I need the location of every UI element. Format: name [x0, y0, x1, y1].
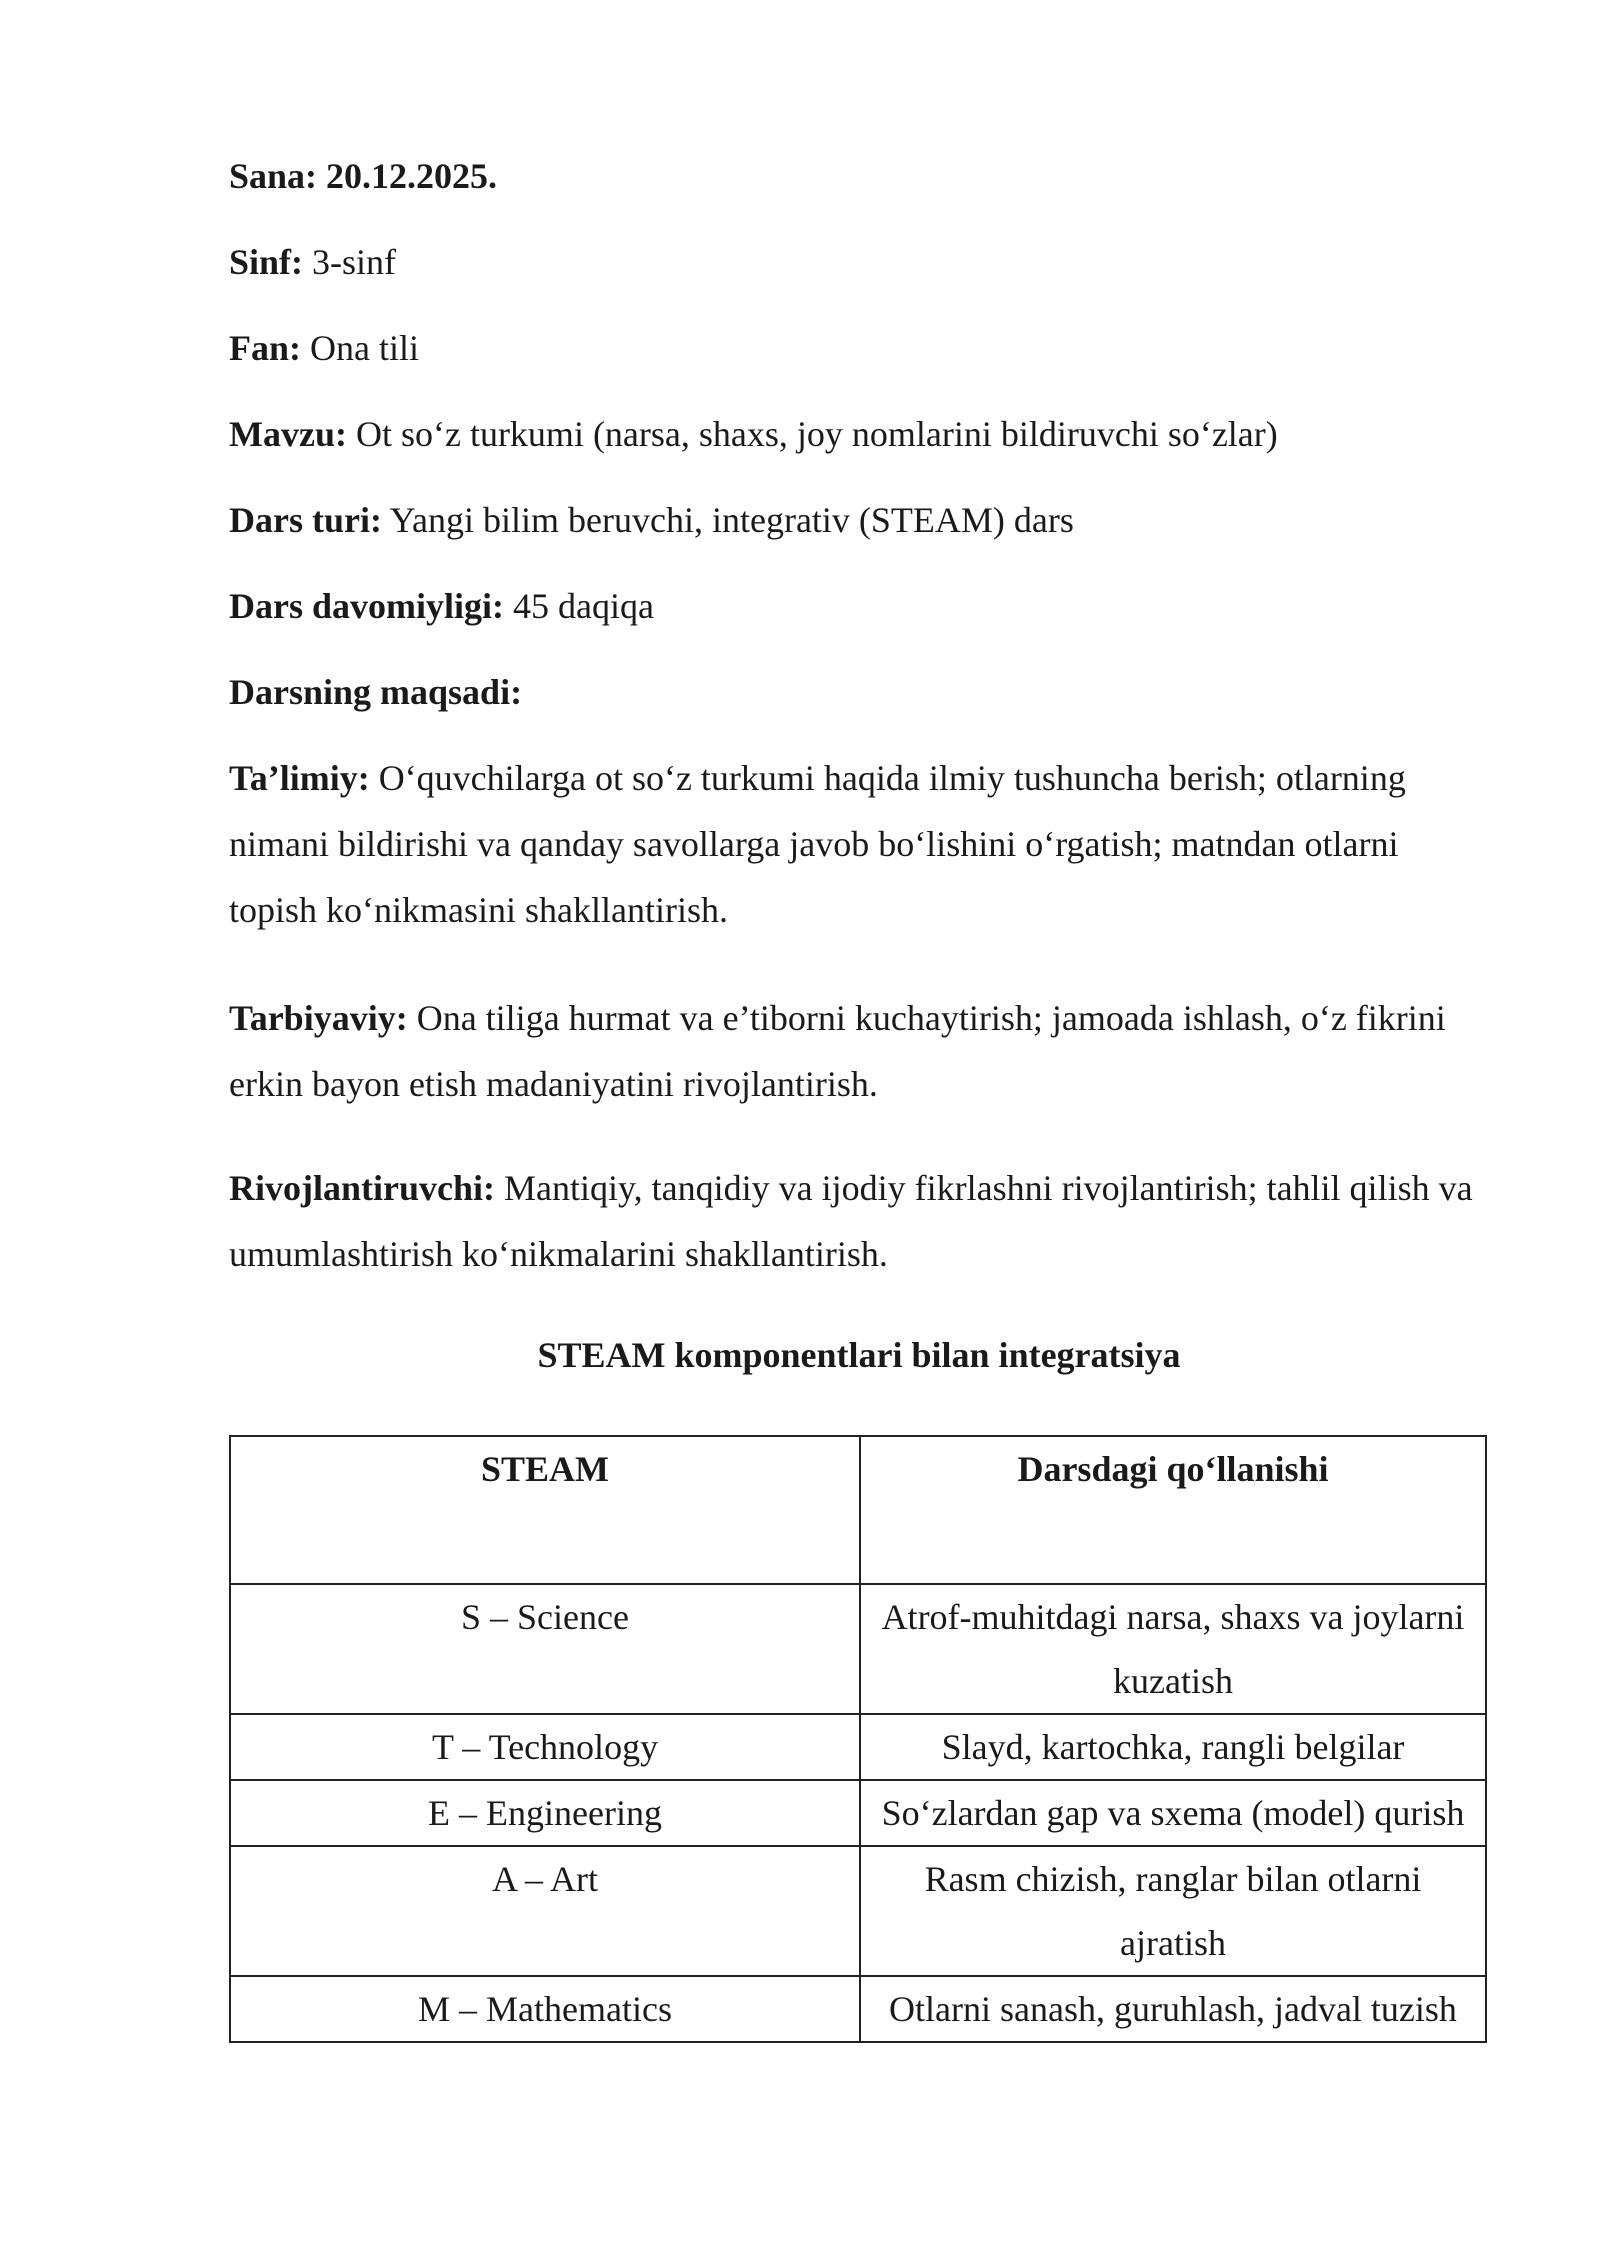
upbringing-goal-text: Ona tiliga hurmat va e’tiborni kuchaytirish; jamoada ishlash, o‘z fikrini erkin bayon etish madaniyatini rivojlantirish.: [229, 998, 1446, 1104]
upbringing-goal-label: Tarbiyaviy:: [229, 998, 408, 1038]
goals-label: Darsning maqsadi:: [229, 672, 523, 712]
component-cell: M – Mathematics: [230, 1976, 860, 2042]
topic-label: Mavzu:: [229, 414, 347, 454]
usage-cell: Otlarni sanash, guruhlash, jadval tuzish: [860, 1976, 1486, 2042]
component-cell: E – Engineering: [230, 1780, 860, 1846]
lesson-type-value: Yangi bilim beruvchi, integrativ (STEAM) dars: [389, 500, 1074, 540]
steam-table: [229, 1435, 1487, 2043]
lesson-type-line: [229, 487, 1074, 553]
subject-line: [229, 315, 419, 381]
usage-cell: Rasm chizish, ranglar bilan otlarni ajratish: [860, 1846, 1486, 1976]
topic-line: [229, 401, 1278, 467]
educational-goal: [229, 745, 1489, 943]
table-row: [230, 1976, 1486, 2042]
date-line: [229, 143, 497, 209]
component-cell: S – Science: [230, 1584, 860, 1714]
developmental-goal: [229, 1155, 1489, 1287]
column-header-usage: Darsdagi qo‘llanishi: [860, 1436, 1486, 1584]
table-header-row: [230, 1436, 1486, 1584]
usage-cell: Atrof-muhitdagi narsa, shaxs va joylarni kuzatish: [860, 1584, 1486, 1714]
class-value: 3-sinf: [312, 242, 397, 282]
upbringing-goal: [229, 985, 1489, 1117]
subject-value: Ona tili: [310, 328, 419, 368]
educational-goal-text: O‘quvchilarga ot so‘z turkumi haqida ilmiy tushuncha berish; otlarning nimani bildirishi va qanday savollarga javob bo‘lishini o‘rgatish; matndan otlarni topish ko‘nikmasini shakllantirish.: [229, 758, 1406, 930]
class-line: [229, 229, 396, 295]
educational-goal-label: Ta’limiy:: [229, 758, 370, 798]
lesson-type-label: Dars turi:: [229, 500, 382, 540]
developmental-goal-label: Rivojlantiruvchi:: [229, 1168, 495, 1208]
table-row: [230, 1714, 1486, 1780]
column-header-steam: STEAM: [230, 1436, 860, 1584]
usage-cell: Slayd, kartochka, rangli belgilar: [860, 1714, 1486, 1780]
developmental-goal-text: Mantiqiy, tanqidiy va ijodiy fikrlashni rivojlantirish; tahlil qilish va umumlashtirish ko‘nikmalarini shakllantirish.: [229, 1168, 1473, 1274]
component-cell: T – Technology: [230, 1714, 860, 1780]
topic-value: Ot so‘z turkumi (narsa, shaxs, joy nomlarini bildiruvchi so‘zlar): [355, 414, 1278, 454]
duration-line: [229, 573, 654, 639]
table-row: [230, 1780, 1486, 1846]
class-label: Sinf:: [229, 242, 304, 282]
table-row: [230, 1584, 1486, 1714]
component-cell: A – Art: [230, 1846, 860, 1976]
duration-label: Dars davomiyligi:: [229, 586, 504, 626]
usage-cell: So‘zlardan gap va sxema (model) qurish: [860, 1780, 1486, 1846]
table-row: [230, 1846, 1486, 1976]
duration-value: 45 daqiqa: [513, 586, 654, 626]
goals-heading: [229, 659, 522, 725]
steam-title: STEAM komponentlari bilan integratsiya: [537, 1335, 1181, 1375]
date-label: Sana: 20.12.2025.: [229, 156, 498, 196]
subject-label: Fan:: [229, 328, 301, 368]
